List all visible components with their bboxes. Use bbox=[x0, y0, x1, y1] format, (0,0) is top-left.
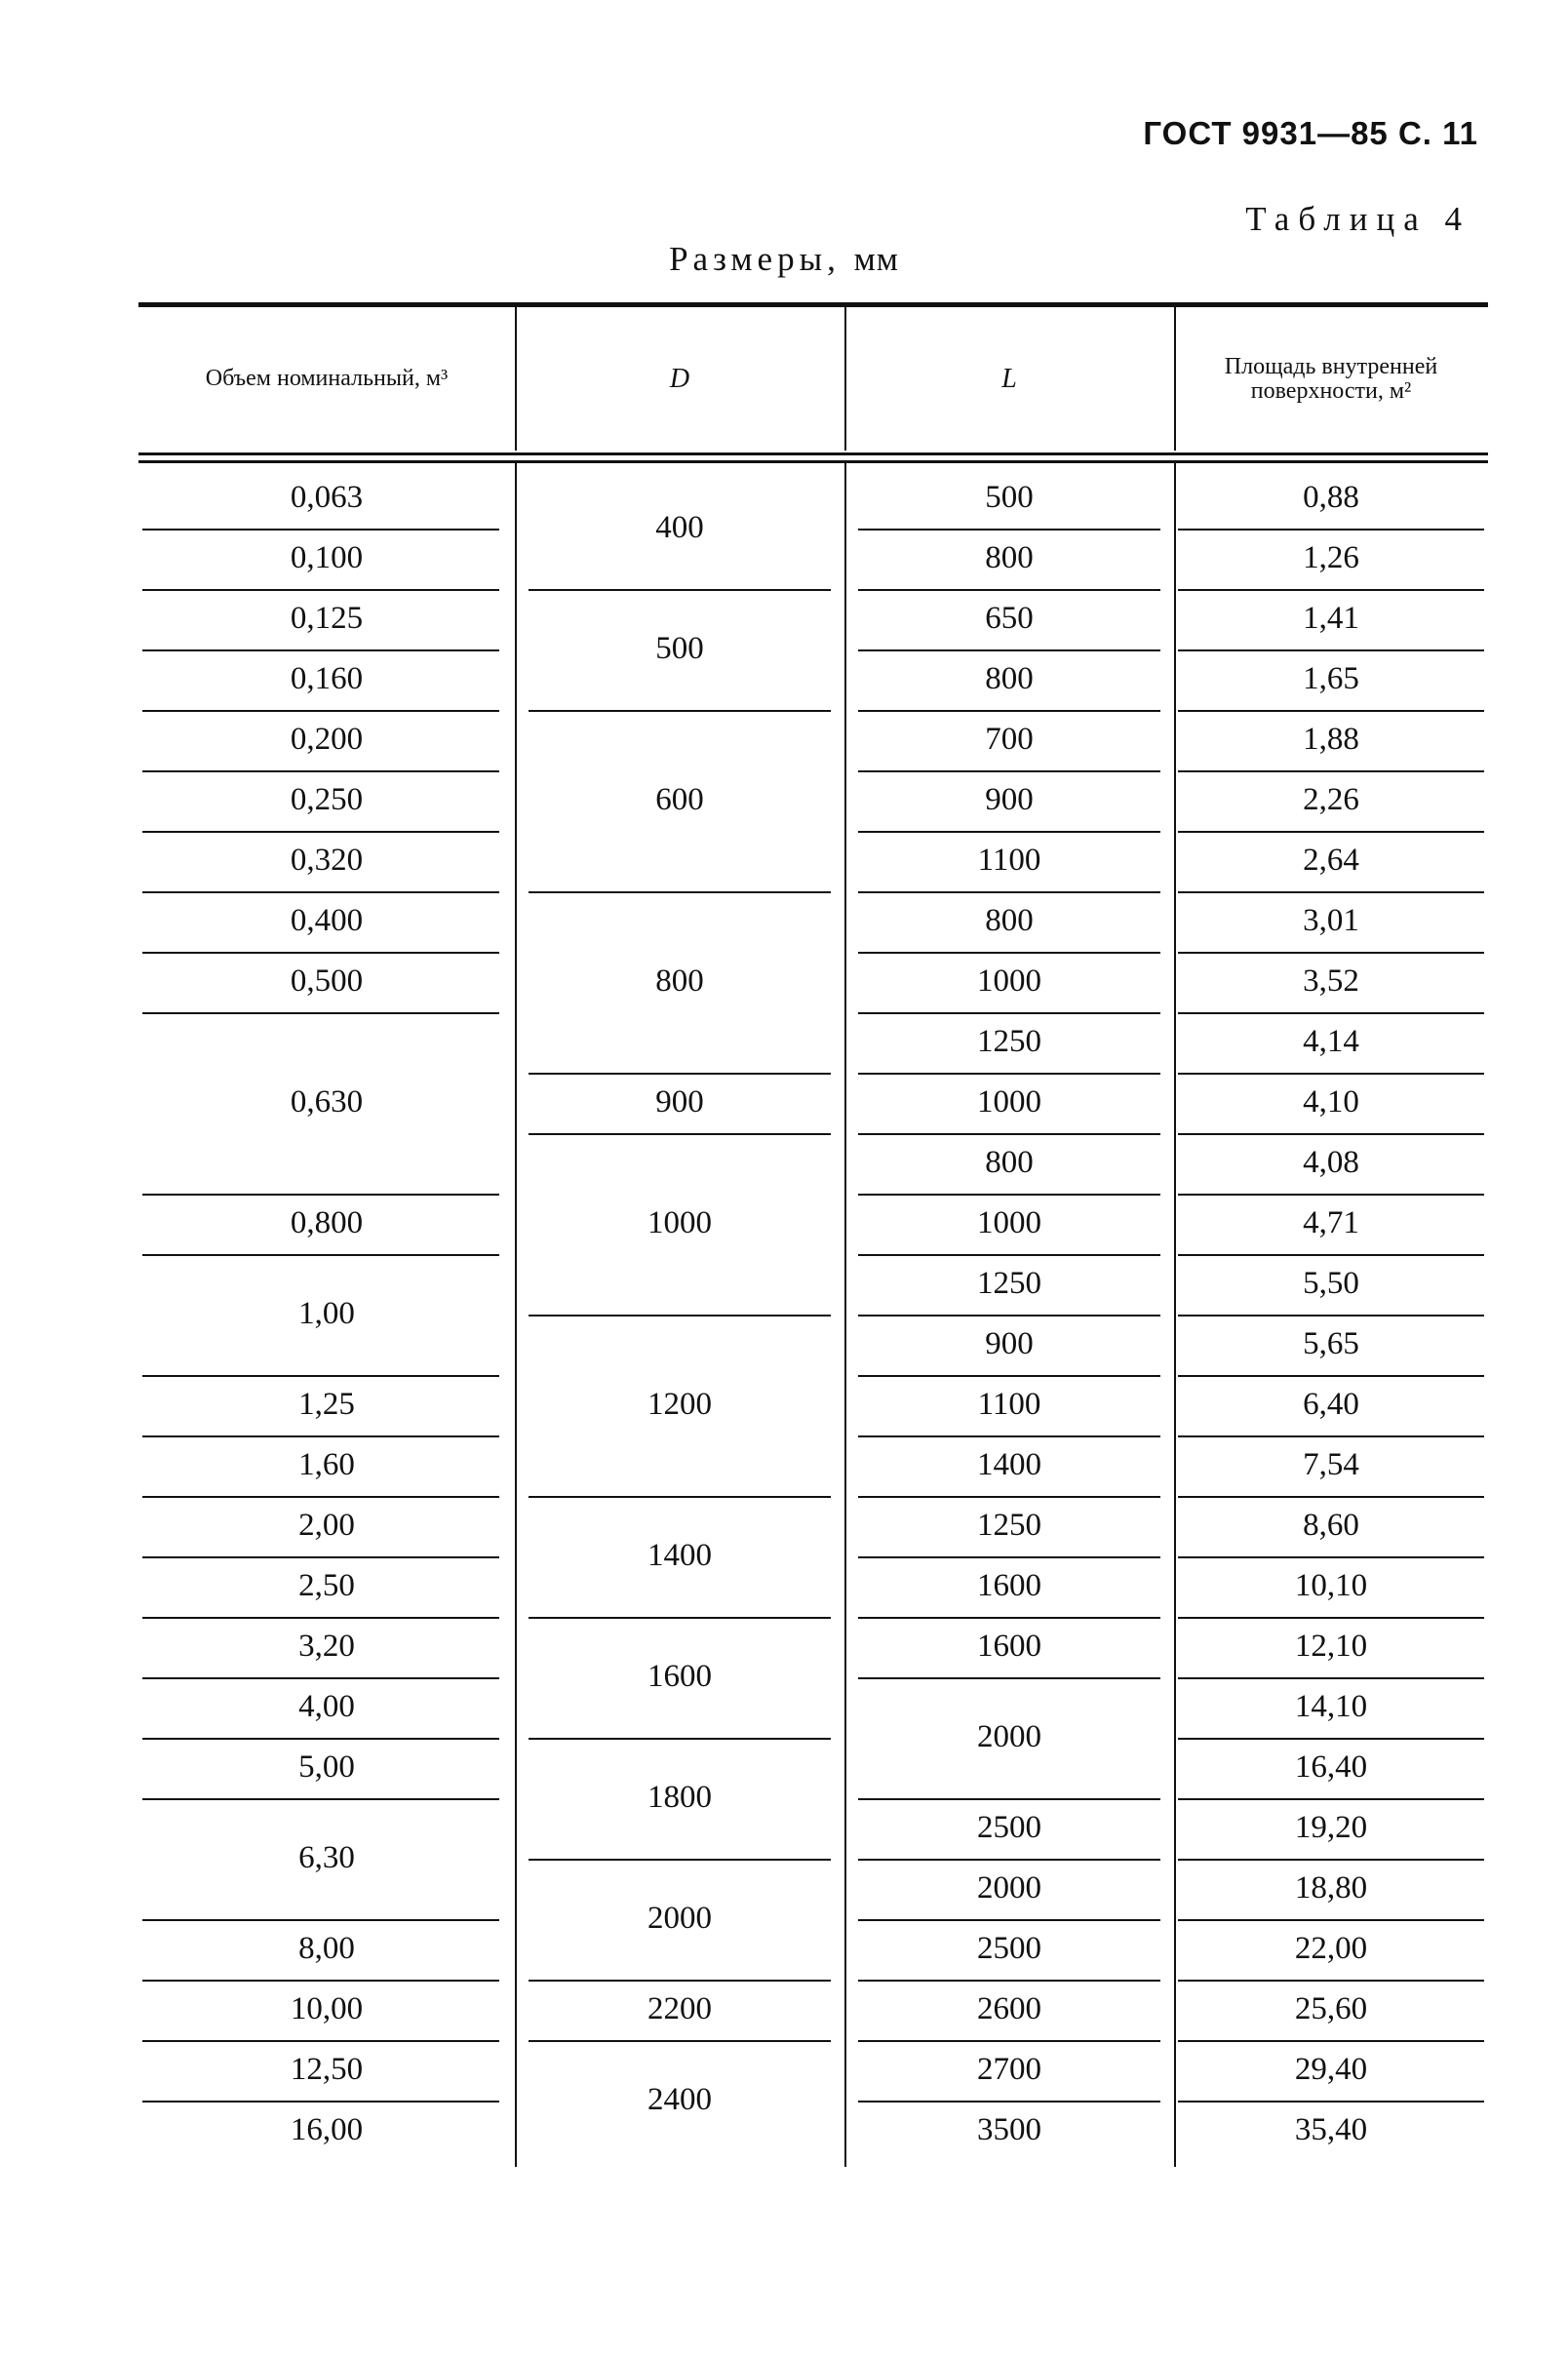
area-cell: 14,10 bbox=[1294, 1689, 1368, 1725]
column-divider bbox=[844, 306, 846, 451]
length-cell: 1600 bbox=[977, 1629, 1041, 1665]
area-cell: 4,14 bbox=[1303, 1024, 1359, 1060]
volume-cell: 1,00 bbox=[298, 1296, 355, 1332]
header-area: Площадь внутренней поверхности, м² bbox=[1224, 353, 1438, 404]
area-cell: 1,26 bbox=[1303, 540, 1359, 576]
length-cell: 2000 bbox=[977, 1719, 1041, 1755]
area-cell: 1,65 bbox=[1303, 661, 1359, 697]
volume-cell: 4,00 bbox=[298, 1689, 355, 1725]
length-cell: 1000 bbox=[977, 963, 1041, 1000]
area-cell: 1,41 bbox=[1303, 601, 1359, 637]
rule-line bbox=[138, 460, 1488, 463]
area-cell: 5,50 bbox=[1303, 1266, 1359, 1302]
volume-cell: 3,20 bbox=[298, 1629, 355, 1665]
volume-cell: 0,063 bbox=[290, 480, 364, 516]
volume-cell: 0,160 bbox=[290, 661, 364, 697]
area-cell: 2,64 bbox=[1303, 843, 1359, 879]
length-cell: 900 bbox=[985, 1326, 1034, 1362]
volume-cell: 6,30 bbox=[298, 1840, 355, 1876]
length-cell: 3500 bbox=[977, 2112, 1041, 2148]
area-cell: 12,10 bbox=[1294, 1629, 1368, 1665]
area-cell: 5,65 bbox=[1303, 1326, 1359, 1362]
volume-cell: 2,00 bbox=[298, 1508, 355, 1544]
length-cell: 1000 bbox=[977, 1205, 1041, 1241]
area-cell: 25,60 bbox=[1294, 1991, 1368, 2027]
diameter-cell: 1200 bbox=[647, 1387, 712, 1423]
volume-cell: 0,400 bbox=[290, 903, 364, 939]
volume-cell: 0,800 bbox=[290, 1205, 364, 1241]
volume-cell: 0,250 bbox=[290, 782, 364, 818]
area-cell: 6,40 bbox=[1303, 1387, 1359, 1423]
diameter-cell: 2200 bbox=[647, 1991, 712, 2027]
length-cell: 1600 bbox=[977, 1568, 1041, 1604]
diameter-cell: 600 bbox=[655, 782, 704, 818]
length-cell: 2700 bbox=[977, 2052, 1041, 2088]
volume-cell: 10,00 bbox=[290, 1991, 364, 2027]
header-diameter: D bbox=[669, 364, 690, 395]
area-cell: 3,52 bbox=[1303, 963, 1359, 1000]
length-cell: 650 bbox=[985, 601, 1034, 637]
rule-line bbox=[138, 302, 1488, 307]
length-cell: 1250 bbox=[977, 1024, 1041, 1060]
area-cell: 3,01 bbox=[1303, 903, 1359, 939]
area-cell: 2,26 bbox=[1303, 782, 1359, 818]
area-cell: 0,88 bbox=[1303, 480, 1359, 516]
caption-unit: мм bbox=[853, 240, 899, 278]
area-cell: 4,08 bbox=[1303, 1145, 1359, 1181]
diameter-cell: 400 bbox=[655, 510, 704, 546]
header-length: L bbox=[1001, 364, 1017, 395]
length-cell: 1100 bbox=[977, 1387, 1041, 1423]
area-cell: 22,00 bbox=[1294, 1931, 1368, 1967]
area-cell: 29,40 bbox=[1294, 2052, 1368, 2088]
area-cell: 18,80 bbox=[1294, 1870, 1368, 1906]
volume-cell: 5,00 bbox=[298, 1749, 355, 1786]
area-cell: 7,54 bbox=[1303, 1447, 1359, 1483]
diameter-cell: 1800 bbox=[647, 1780, 712, 1816]
length-cell: 1000 bbox=[977, 1084, 1041, 1120]
length-cell: 500 bbox=[985, 480, 1034, 516]
volume-cell: 16,00 bbox=[290, 2112, 364, 2148]
volume-cell: 0,125 bbox=[290, 601, 364, 637]
caption-label: Размеры, bbox=[669, 240, 841, 278]
volume-cell: 0,500 bbox=[290, 963, 364, 1000]
diameter-cell: 500 bbox=[655, 631, 704, 667]
diameter-cell: 2000 bbox=[647, 1901, 712, 1937]
area-cell: 4,71 bbox=[1303, 1205, 1359, 1241]
header-volume: Объем номинальный, м³ bbox=[205, 366, 449, 392]
length-cell: 2000 bbox=[977, 1870, 1041, 1906]
volume-cell: 0,200 bbox=[290, 722, 364, 758]
length-cell: 2500 bbox=[977, 1810, 1041, 1846]
area-cell: 1,88 bbox=[1303, 722, 1359, 758]
diameter-cell: 2400 bbox=[647, 2082, 712, 2118]
length-cell: 800 bbox=[985, 661, 1034, 697]
area-cell: 35,40 bbox=[1294, 2112, 1368, 2148]
area-cell: 8,60 bbox=[1303, 1508, 1359, 1544]
length-cell: 1400 bbox=[977, 1447, 1041, 1483]
area-cell: 16,40 bbox=[1294, 1749, 1368, 1786]
diameter-cell: 1400 bbox=[647, 1538, 712, 1574]
page-header: ГОСТ 9931—85 С. 11 bbox=[1143, 115, 1478, 151]
volume-cell: 0,320 bbox=[290, 843, 364, 879]
length-cell: 1250 bbox=[977, 1266, 1041, 1302]
diameter-cell: 1000 bbox=[647, 1205, 712, 1241]
area-cell: 19,20 bbox=[1294, 1810, 1368, 1846]
length-cell: 2600 bbox=[977, 1991, 1041, 2027]
volume-cell: 12,50 bbox=[290, 2052, 364, 2088]
table-label: Таблица 4 bbox=[1245, 200, 1470, 238]
length-cell: 1250 bbox=[977, 1508, 1041, 1544]
table-caption bbox=[0, 240, 1568, 279]
dimensions-table bbox=[138, 302, 1488, 2175]
length-cell: 800 bbox=[985, 903, 1034, 939]
column-divider bbox=[515, 306, 517, 451]
volume-cell: 1,60 bbox=[298, 1447, 355, 1483]
length-cell: 800 bbox=[985, 1145, 1034, 1181]
column-divider bbox=[1174, 306, 1176, 451]
diameter-cell: 1600 bbox=[647, 1659, 712, 1695]
diameter-cell: 800 bbox=[655, 963, 704, 1000]
volume-cell: 1,25 bbox=[298, 1387, 355, 1423]
length-cell: 900 bbox=[985, 782, 1034, 818]
area-cell: 4,10 bbox=[1303, 1084, 1359, 1120]
diameter-cell: 900 bbox=[655, 1084, 704, 1120]
volume-cell: 0,630 bbox=[290, 1084, 364, 1120]
length-cell: 2500 bbox=[977, 1931, 1041, 1967]
area-cell: 10,10 bbox=[1294, 1568, 1368, 1604]
volume-cell: 2,50 bbox=[298, 1568, 355, 1604]
length-cell: 800 bbox=[985, 540, 1034, 576]
length-cell: 700 bbox=[985, 722, 1034, 758]
rule-line bbox=[138, 452, 1488, 455]
length-cell: 1100 bbox=[977, 843, 1041, 879]
volume-cell: 0,100 bbox=[290, 540, 364, 576]
volume-cell: 8,00 bbox=[298, 1931, 355, 1967]
